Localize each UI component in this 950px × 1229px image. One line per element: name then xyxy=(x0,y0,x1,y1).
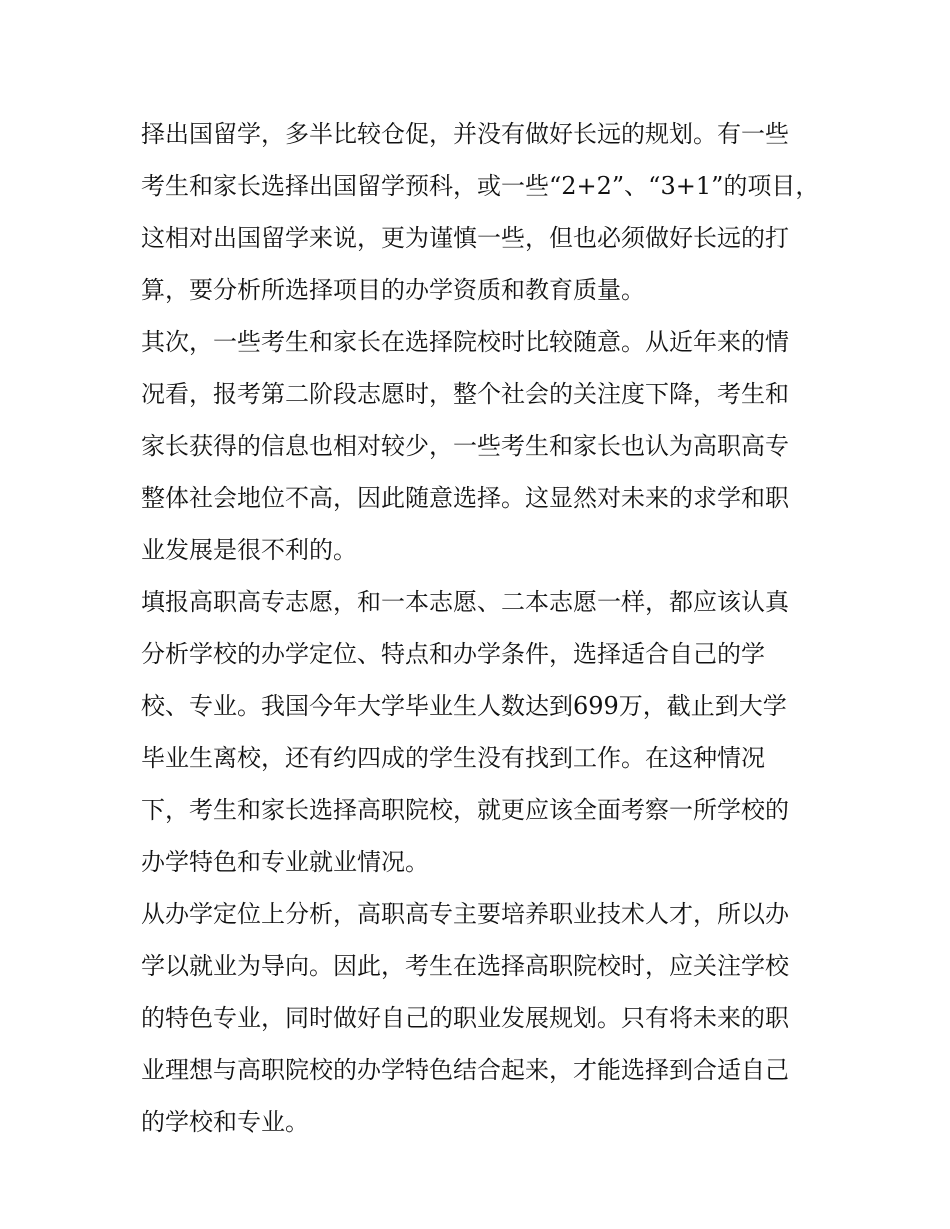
text-line: 这相对出国留学来说，更为谨慎一些，但也必须做好长远的打 xyxy=(141,224,789,252)
text-line: 业发展是很不利的。 xyxy=(141,536,357,564)
text-line: 的特色专业，同时做好自己的职业发展规划。只有将未来的职 xyxy=(141,1004,789,1032)
text-line: 分析学校的办学定位、特点和办学条件，选择适合自己的学 xyxy=(141,640,765,668)
text-line: 学以就业为导向。因此，考生在选择高职院校时，应关注学校 xyxy=(141,952,789,980)
text-line: 校、专业。我国今年大学毕业生人数达到699万，截止到大学 xyxy=(141,692,787,720)
text-line: 从办学定位上分析，高职高专主要培养职业技术人才，所以办 xyxy=(141,900,789,928)
text-line: 毕业生离校，还有约四成的学生没有找到工作。在这种情况 xyxy=(141,744,765,772)
text-line: 填报高职高专志愿，和一本志愿、二本志愿一样，都应该认真 xyxy=(141,588,789,616)
text-line: 择出国留学，多半比较仓促，并没有做好长远的规划。有一些 xyxy=(141,120,789,148)
text-line: 家长获得的信息也相对较少，一些考生和家长也认为高职高专 xyxy=(141,432,789,460)
text-line: 其次，一些考生和家长在选择院校时比较随意。从近年来的情 xyxy=(141,328,789,356)
text-line: 况看，报考第二阶段志愿时，整个社会的关注度下降，考生和 xyxy=(141,380,789,408)
document-body xyxy=(141,108,820,1148)
text-line: 业理想与高职院校的办学特色结合起来，才能选择到合适自己 xyxy=(141,1056,789,1084)
text-line: 下，考生和家长选择高职院校，就更应该全面考察一所学校的 xyxy=(141,796,789,824)
text-line: 办学特色和专业就业情况。 xyxy=(141,848,429,876)
text-line: 整体社会地位不高，因此随意选择。这显然对未来的求学和职 xyxy=(141,484,789,512)
text-line: 的学校和专业。 xyxy=(141,1108,309,1136)
text-line: 算，要分析所选择项目的办学资质和教育质量。 xyxy=(141,276,645,304)
text-line: 考生和家长选择出国留学预科，或一些“2+2”、“3+1”的项目， xyxy=(141,172,820,200)
